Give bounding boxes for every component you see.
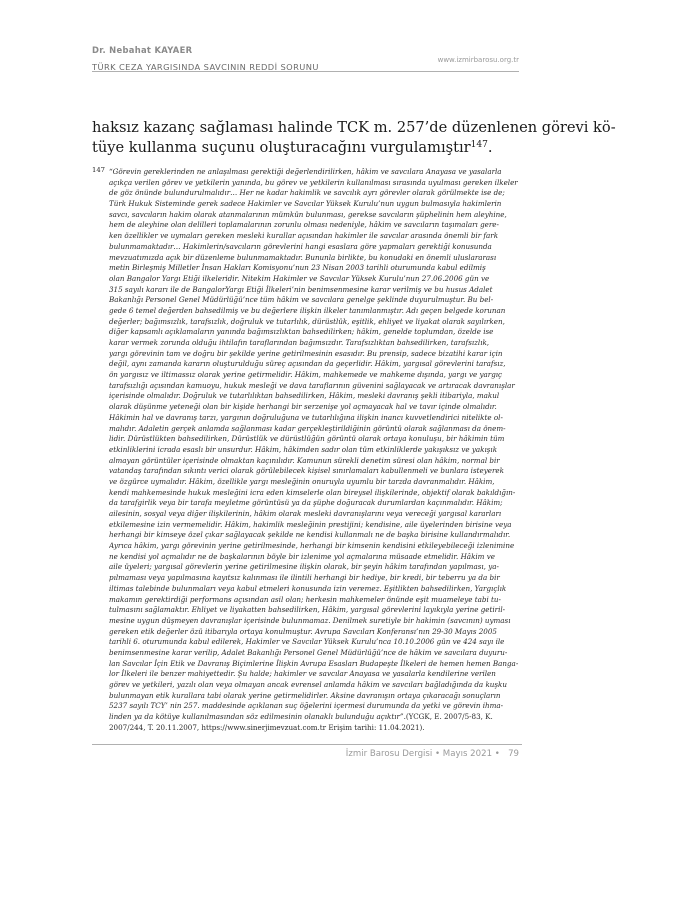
footnote-line-text: içerisinde olmalıdır. Doğruluk ve tutarlılıktan bahsedilirken, Hâkim, mesleki davranış şekli itibariyla, makul (109, 391, 500, 401)
footnote-line-text: yargı görevinin tam ve doğru bir şekilde yerine getirilmesinin esasıdır. Bu prensip, sadece bizatihi karar için (109, 348, 503, 358)
footnote-line (109, 584, 522, 595)
footnote-line (109, 253, 522, 264)
footnote-line (109, 552, 522, 563)
footnote-line-text: Bakanlığı Personel Genel Müdürlüğü’nce tüm hâkim ve savcılara genelge şeklinde duyurulmuştur. Bu bel- (109, 295, 494, 305)
footnote-line (109, 391, 522, 402)
footnote-line-text: Hâkimin hal ve davranış tarzı, yargının doğruluğuna ve tutarlılığına ilişkin inancı kuvvetlendirici nitelikte ol- (109, 412, 503, 422)
footnote-line (109, 220, 522, 231)
footnote-line (109, 680, 522, 691)
body-line-text: tüye kullanma suçunu oluşturacağını vurgulamıştır (92, 139, 471, 156)
footnote-line (109, 477, 522, 488)
footnote-line-text: görev ve yetkileri, yazılı olan veya olmayan ancak evrensel anlamda hâkim ve savcıları bağladığında da kuşku (109, 680, 507, 689)
footnote-line-text: karar vermek zorunda olduğu ihtilafın taraflarından bağımsızdır. Tarafsızlıktan bahsedilirken, tarafsızlık, (109, 338, 490, 347)
footnote-line-text: gereken etik değerler özü itibarıyla ortaya konulmuştur. Avrupa Savcıları Konferansı’nın 29-30 Mayıs 2005 (109, 626, 497, 636)
footnote-line-text: savcı, savcıların hakim olarak atanmalarının mümkün bulunması, gerekse savcıların şüphelinin hem aleyhine, (109, 209, 507, 219)
footnote-line (109, 659, 522, 670)
footnote-line (109, 413, 522, 424)
footnote-line (109, 338, 522, 349)
footnote-line (109, 231, 522, 242)
footnote-line-text: 5237 sayılı TCY’ nin 257. maddesinde açıklanan suç öğelerini içermesi durumunda da yetki ve görevin ihma- (109, 701, 504, 711)
footnote-citation: (YCGK, E. 2007/5-83, K. (405, 712, 493, 722)
footnote-line (109, 627, 522, 638)
footnote-line (109, 701, 522, 712)
footnote-line-text: açıkça verilen görev ve yetkilerin yanında, bu görev ve yetkilerin kullanılması sırasında uyulması gereken ilkeler (109, 177, 518, 187)
footnote-line (109, 188, 522, 199)
footnote-line-text: lan Savcılar İçin Etik ve Davranış Biçimlerine İlişkin Avrupa Esasları Budapeşte İlkeleri de hemen hemen Banga- (109, 658, 519, 668)
footnote-line (109, 445, 522, 456)
footnote-line-text: herhangi bir kimseye özel çıkar sağlayacak şekilde ne kendisi kullanmalı ne de başka birisine kullandırmalıdır. (109, 530, 511, 540)
footnote-line-text: lor İlkeleri ile benzer mahiyettedir. Şu halde; hakimler ve savcılar Anayasa ve yasalarla kendilerine verilen (109, 669, 496, 679)
footnote-line (109, 595, 522, 606)
header-divider (92, 71, 519, 72)
footnote-line-text: de göz önünde bulundurulmalıdır… Her ne kadar hakimlik ve savcılık ayrı görevler olarak görülmekte ise de; (109, 188, 505, 198)
footnote-line (109, 488, 522, 499)
footer-divider (92, 744, 522, 745)
footnote-line-text: etkinliklerini icrada esaslı bir unsurdur. Hâkim, hâkimden sadır olan tüm etkinliklerde yakışıksız ve yakışık (109, 444, 498, 454)
footnote-line-text: ve özgürce uymalıdır. Hâkim, özellikle yargı mesleğinin onuruyla uyumlu bir tarzda davranmalıdır. Hâkim, (109, 476, 495, 486)
footnote-line (109, 424, 522, 435)
running-header-author: Dr. Nebahat KAYAER (92, 45, 193, 55)
footnote-line-text: ön yargısız ve iltimassız olarak yerine getirmelidir. Hâkim, mahkemede ve mahkeme dışında, yargı ve yargıç (109, 370, 503, 380)
footnote-line (109, 242, 522, 253)
footnote-line-text: mesine uygun düşmeyen davranışlar içerisinde bulunmamaz. Denilmek suretiyle bir hakimin (savcının) uyması (109, 615, 511, 625)
footnote-line-text: metin Birleşmiş Milletler İnsan Hakları Komisyonu’nun 23 Nisan 2003 tarihli oturumunda kabul edilmiş (109, 263, 486, 273)
footnote-line (109, 669, 522, 680)
footnote-line (109, 648, 522, 659)
footnote-line (109, 210, 522, 221)
footnote-line-text: ken özellikler ve uymaları gereken mesleki kurallar açısından hakimler ile savcılar arasında önemli bir fark (109, 231, 499, 241)
footnote-line-text: almayan görüntüler içerisinde olmaktan kaçınılıdır. Kamunun sürekli denetim süresi olan hâkim, normal bir (109, 455, 500, 465)
footnote-line (109, 199, 522, 210)
footnote-line (109, 359, 522, 370)
footnote-line-text: olan Bangalor Yargı Etiği ilkeleridir. Nitekim Hakimler ve Savcılar Yüksek Kurulu’nun 27.06.2006 gün ve (109, 273, 490, 283)
footnote-line (109, 573, 522, 584)
footnote-line-text: malıdır. Adaletin gerçek anlamda sağlanması kadar gerçekleştirildiğinin görüntü olarak sağlanması da önem- (109, 423, 506, 433)
footnote-line (109, 306, 522, 317)
page-number: 79 (508, 749, 519, 759)
footnote-line (109, 381, 522, 392)
footnote-line (109, 541, 522, 552)
footnote-line (109, 616, 522, 627)
footnote-line-text: “Görevin gereklerinden ne anlaşılması gerektiği değerlendirilirken, hâkim ve savcılara Anayasa ve yasalarla (109, 167, 502, 176)
footnote-line-text: tarafsızlığı açısından kamuoyu, hukuk mesleği ve dava taraflarının güvenini sağlayacak ve artıracak davranışlar (109, 380, 515, 390)
footnote-line-text: iltimas talebinde bulunmaları veya kabul etmeleri konusunda izin veremez. Eşitlikten bahsedilirken, Yargıçlık (109, 583, 507, 593)
footnote-line (109, 498, 522, 509)
footnote-line-text: hem de aleyhine olan delilleri toplamalarının zorunlu olması nedeniyle, hâkim ve savcıların taşımaları gere- (109, 220, 499, 230)
footnote-line (109, 295, 522, 306)
footnote-line-text: benimsenmesine karar verilip, Adalet Bakanlığı Personel Genel Müdürlüğü’nce de hâkim ve savcılara duyuru- (109, 647, 508, 657)
body-line-end: . (487, 139, 493, 156)
body-paragraph (92, 118, 616, 158)
footnote-line-text: bulunmamaktadır… Hakimlerin/savcıların görevlerini hangi esaslara göre yapmaları gerektiği konusunda (109, 241, 492, 251)
footnote-line-text: değerler; bağımsızlık, tarafsızlık, doğruluk ve tutarlılık, dürüstlük, eşitlik, ehliyet ve liyakat olarak sayılırken, (109, 316, 505, 326)
footnote-line (109, 530, 522, 541)
footnote-line (109, 466, 522, 477)
footnote-line-text: vatandaş tarafından sıkıntı verici olarak görülebilecek kişisel sınırlamaları kabullenmeli ve bunlara isteyerek (109, 466, 504, 476)
footnote-line-text: tulmasını sağlamaktır. Ehliyet ve liyakatten bahsedilirken, Hâkim, yargısal görevlerini layıkıyla yerine getiril- (109, 605, 506, 615)
footnote-line (109, 520, 522, 531)
footnote-line (109, 712, 522, 723)
footnote-line (109, 317, 522, 328)
footnote-line-text: mevzuatımızda açık bir düzenleme bulunmamaktadır. Bununla birlikte, bu konudaki en önemli uluslararası (109, 252, 497, 262)
footnote-line-text: olarak düşünme yeteneği olan bir kişide herhangi bir serzenişe yol açmayacak hal ve tavır içinde olmalıdır. (109, 402, 497, 412)
footnote-line (109, 434, 522, 445)
footer-journal: İzmir Barosu Dergisi • Mayıs 2021 • (345, 749, 500, 759)
footnote-line-text: ailesinin, sosyal veya diğer ilişkilerinin, hâkim olarak mesleki davranışlarını veya vereceği yargısal kararları (109, 509, 502, 518)
footnote-line (109, 691, 522, 702)
footnote-line (109, 509, 522, 520)
footnote-reference[interactable]: 147 (470, 140, 488, 151)
footnote-line (109, 285, 522, 296)
footnote-line-text: 315 sayılı kararı ile de BangalorYargı Etiği İlkeleri’nin benimsenmesine karar verilmiş ve bu husus Adalet (109, 284, 493, 294)
footnote-line-text: pılmaması veya yapılmasına kayıtsız kalınması ile ilintili herhangi bir hediye, bir kredi, bir teberru ya da bir (109, 573, 500, 583)
footnote-number: 147 (92, 166, 105, 174)
footnote-line (109, 167, 522, 178)
footnote-line-text: linden ya da kötüye kullanılmasından söz edilmesinin olanaklı bulunduğu açıktır”. (109, 712, 406, 722)
footnote-line-text: kendi mahkemesinde hukuk mesleğini icra eden kimselerle olan bireysel ilişkilerinde, objektif olarak bakıldığın- (109, 487, 516, 497)
footnote-line-text: bulunmayan etik kurallara tabi olarak yerine getirmelidirler. Aksine davranışın ortaya çıkaracağı sonuçların (109, 690, 501, 700)
footnote-line-text: lidir. Dürüstlükten bahsedilirken, Dürüstlük ve dürüstlüğün görüntü olarak ortaya konuluşu, bir hâkimin tüm (109, 434, 505, 444)
footnote-line-text: Ayrıca hâkim, yargı görevinin yerine getirilmesinde, herhangi bir kimsenin kendisini etkileyebileceği izlenimine (109, 541, 515, 551)
footnote-line (109, 370, 522, 381)
running-header-url[interactable]: www.izmirbarosu.org.tr (437, 56, 519, 64)
footnote-line (109, 456, 522, 467)
footnote-line (109, 349, 522, 360)
footnote-line-text: ne kendisi yol açmalıdır ne de başkalarının böyle bir izlenime yol açmalarına müsaade etmelidir. Hâkim ve (109, 551, 495, 561)
body-line: haksız kazanç sağlaması halinde TCK m. 257’de düzenlenen görevi kö- (92, 119, 616, 136)
footnote-line (109, 274, 522, 285)
footnote-line (109, 402, 522, 413)
footnote-line-text: Türk Hukuk Sisteminde gerek sadece Hakimler ve Savcılar Yüksek Kurulu’nun uygun bulmasıyla hakimlerin (109, 199, 502, 209)
footnote-line-text: diğer kapsamlı açıklamaların yanında bağımsızlıktan bahsedilirken; hâkim, genelde toplumdan, özelde ise (109, 327, 494, 337)
footnote-line (109, 263, 522, 274)
footnote-line-text: değil, aynı zamanda kararın oluşturulduğu süreç açısından da geçerlidir. Hâkim, yargısal görevlerini tarafsız, (109, 359, 506, 369)
footnote-line (109, 178, 522, 189)
footnote-line-text: tarihli 6. oturumunda kabul edilerek, Hakimler ve Savcılar Yüksek Kurulu’nca 10.10.2006 gün ve 424 sayı ile (109, 637, 505, 647)
footnote-line-text: makamın gerektirdiği performans açısından asil olan; herkesin mahkemeler önünde eşit muameleye tabi tu- (109, 594, 501, 604)
body-line (92, 138, 522, 158)
footnote-text (109, 167, 522, 733)
footnote-line (109, 605, 522, 616)
footnote-line (109, 637, 522, 648)
footnote-line-text: da tarafgirlik veya bir tarafa meyletme görüntüsü ya da şüphe doğuracak durumlardan kaçınmalıdır. Hâkim; (109, 498, 503, 508)
footnote-line-text: etkilemesine izin vermemelidir. Hâkim, hakimlik mesleğinin prestijini; kendisine, aile üyelerinden birisine veya (109, 519, 512, 529)
footnote-line-text: aile üyeleri; yargısal görevlerin yerine getirilmesine ilişkin olarak, bir şeyin hâkim tarafından yapılması, ya- (109, 562, 499, 572)
footnote-line (109, 327, 522, 338)
footnote-line-text: gede 6 temel değerden bahsedilmiş ve bu değerlere ilişkin ilkeler tanımlanmıştır. Adı geçen belgede korunan (109, 305, 506, 315)
footnote-line (109, 562, 522, 573)
running-header-title: TÜRK CEZA YARGISINDA SAVCININ REDDİ SORUNU (92, 62, 319, 72)
footnote-citation-line: 2007/244, T. 20.11.2007, https://www.sinerjimevzuat.com.tr Erişim tarihi: 11.04.2021). (109, 722, 425, 732)
page-footer (346, 749, 519, 759)
